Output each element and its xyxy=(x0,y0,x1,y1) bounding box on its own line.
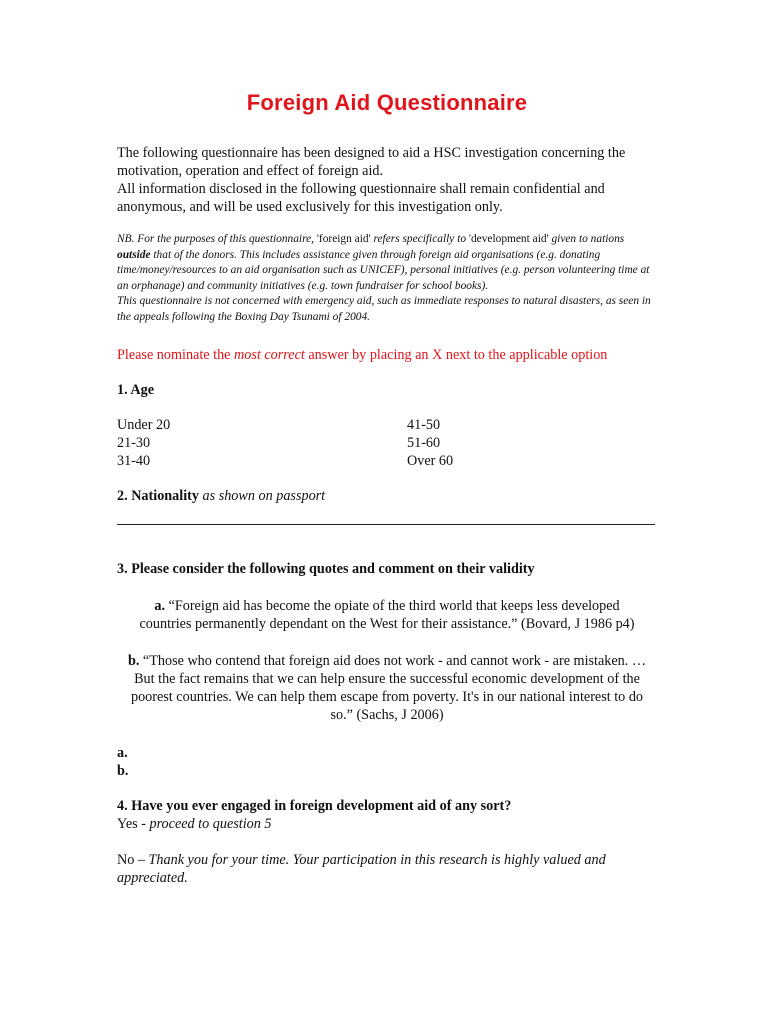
question-1-label: 1. Age xyxy=(117,382,155,398)
answer-a[interactable]: a. xyxy=(117,745,128,761)
question-3-label: 3. Please consider the following quotes and comment on their validity xyxy=(117,561,535,577)
intro-confidentiality: All information disclosed in the following questionnaire shall remain confidential and anonymous, and will be used exclusively for this investigation only. xyxy=(117,181,605,215)
page-title: Foreign Aid Questionnaire xyxy=(246,90,528,115)
questionnaire-page xyxy=(117,90,657,887)
intro-purpose: The following questionnaire has been designed to aid a HSC investigation concerning the motivation, operation and effect of foreign aid. xyxy=(117,145,626,179)
question-2-label: 2. Nationality as shown on passport xyxy=(117,488,326,504)
age-option[interactable]: 31-40 xyxy=(117,453,151,469)
answer-b[interactable]: b. xyxy=(117,763,129,779)
age-option[interactable]: Over 60 xyxy=(407,453,454,469)
option-no[interactable]: No – Thank you for your time. Your participation in this research is highly valued and appreciated. xyxy=(117,852,606,886)
nb-definition: NB. For the purposes of this questionnaire, 'foreign aid' refers specifically to 'development aid' given to nations outside that of the donors. This includes assistance given through foreign aid organisations (e.g. donating time/money/resources to an aid organisation such as UNICEF), personal initiatives (e.g. person volunteering time at an orphanage) and community initiatives (e.g. town fundraiser for school books). xyxy=(117,233,650,292)
age-option[interactable]: 51-60 xyxy=(407,435,441,451)
quote-b: b. “Those who contend that foreign aid does not work - and cannot work - are mistaken. …But the fact remains that we can help ensure the successful economic development of the poorest countries. We can help them escape from poverty. It's in our national interest to do so.” (Sachs, J 2006) xyxy=(127,653,647,723)
outside-emphasis: outside xyxy=(117,248,151,261)
age-options xyxy=(117,416,657,470)
question-4-label: 4. Have you ever engaged in foreign development aid of any sort? xyxy=(117,798,512,814)
quote-a: a. “Foreign aid has become the opiate of the third world that keeps less developed countries permanently dependant on the West for their assistance.” (Bovard, J 1986 p4) xyxy=(139,598,635,632)
option-yes[interactable]: Yes - proceed to question 5 xyxy=(117,816,272,832)
age-option[interactable]: 41-50 xyxy=(407,417,441,433)
instruction: Please nominate the most correct answer by placing an X next to the applicable option xyxy=(117,347,608,363)
nb-emergency-note: This questionnaire is not concerned with emergency aid, such as immediate responses to natural disasters, as seen in the appeals following the Boxing Day Tsunami of 2004. xyxy=(117,295,651,323)
nationality-answer-line[interactable] xyxy=(117,524,655,525)
age-option[interactable]: 21-30 xyxy=(117,435,151,451)
age-option[interactable]: Under 20 xyxy=(117,417,171,433)
